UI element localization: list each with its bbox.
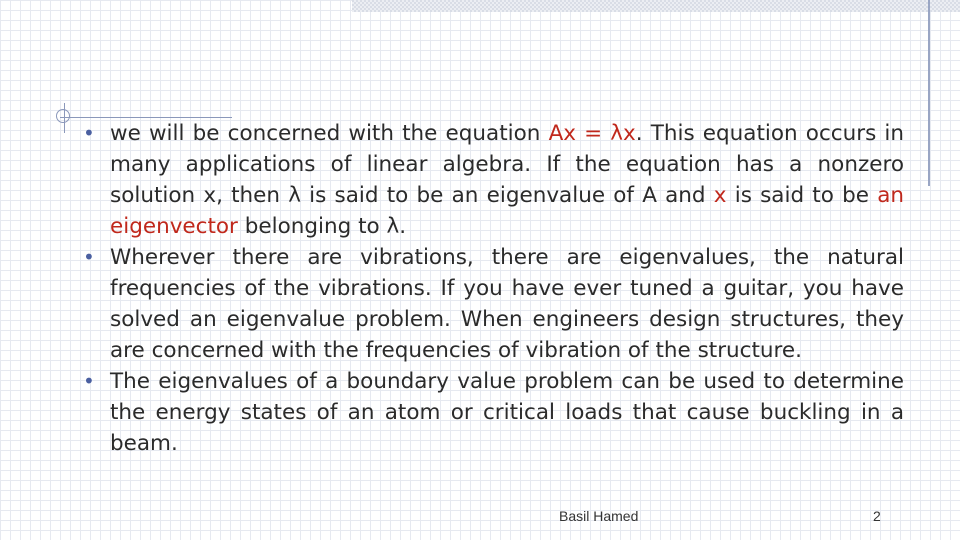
vector-highlight: x (713, 183, 727, 208)
slide-body (80, 118, 904, 459)
bullet-dot-icon: • (83, 121, 95, 145)
bullet-dot-icon: • (83, 369, 95, 393)
bullet-dot-icon: • (83, 245, 95, 269)
bullet-item (80, 366, 904, 459)
footer-author: Basil Hamed (559, 508, 639, 524)
bullet-text: The eigenvalues of a boundary value problem can be used to determine the energy states of an atom or critical loads that cause buckling in a beam. (110, 369, 904, 456)
bullet-item (80, 118, 904, 242)
bullet-text: we will be concerned with the equation Ax = λx. This equation occurs in many applications of linear algebra. If the equation has a nonzero solution x, then λ is said to be an eigenvalue of A and x is said to be an eigenvector belonging to λ. (110, 121, 905, 239)
eigenvector-highlight: an eigenvector (110, 183, 904, 239)
top-decorative-band (352, 0, 960, 12)
bullet-text: Wherever there are vibrations, there are eigenvalues, the natural frequencies of the vibrations. If you have ever tuned a guitar, you have solved an eigenvalue problem. When engineers design structures, they are concerned with the frequencies of vibration of the structure. (110, 245, 904, 363)
page-number: 2 (873, 508, 881, 524)
bullet-item (80, 242, 904, 366)
title-rule-ring (56, 109, 70, 123)
equation-highlight: Ax = λx (548, 121, 636, 146)
right-decorative-rule (928, 0, 930, 186)
